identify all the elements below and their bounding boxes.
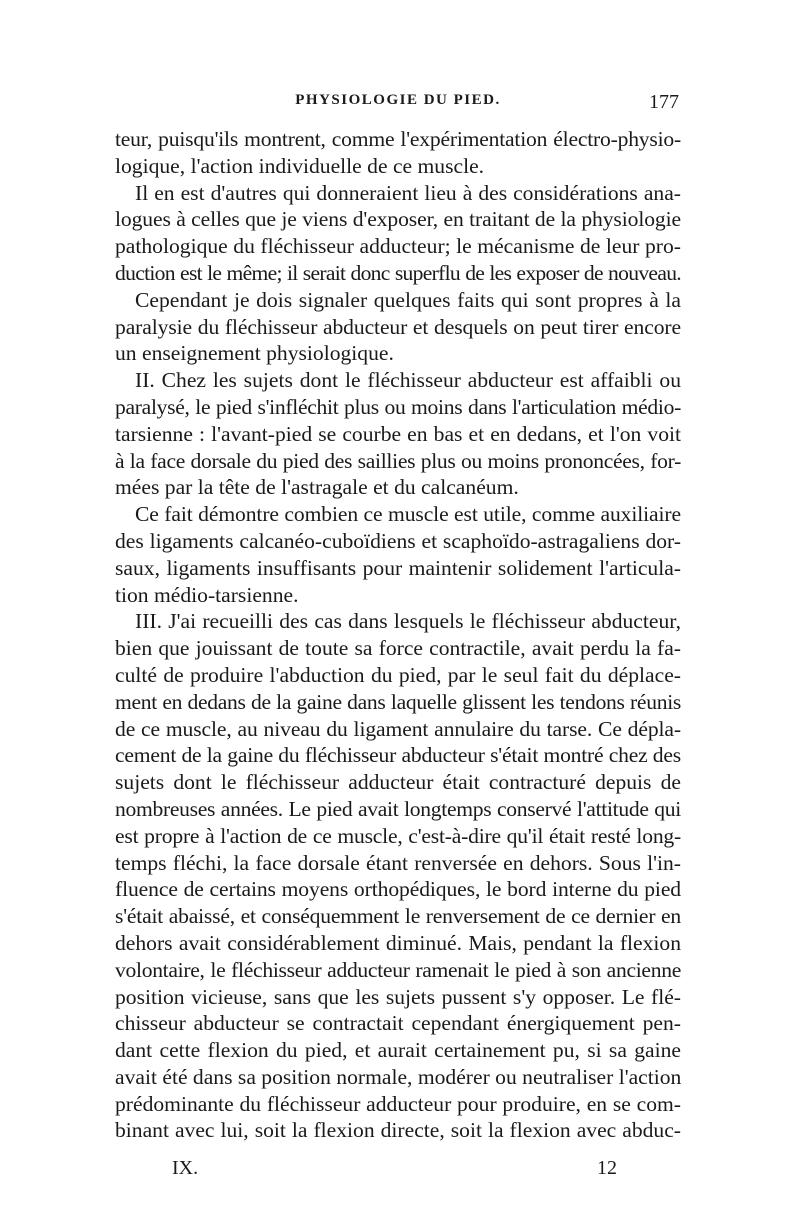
text-line: des ligaments calcanéo-cuboïdiens et scaphoïdo-astragaliens dor-	[115, 528, 681, 553]
text-line: II. Chez les sujets dont le fléchisseur abducteur est affaibli ou	[135, 368, 681, 393]
text-line: à la face dorsale du pied des saillies plus ou moins prononcées, for-	[115, 448, 681, 473]
body-text	[115, 126, 681, 1144]
sheet-number: 12	[597, 1157, 617, 1179]
text-line: volontaire, le fléchisseur adducteur ramenait le pied à son ancienne	[115, 957, 681, 982]
text-line: culté de produire l'abduction du pied, par le seul fait du déplace-	[115, 662, 681, 687]
text-line: duction est le même; il serait donc superflu de les exposer de nouveau.	[115, 260, 681, 285]
text-line: sujets dont le fléchisseur adducteur était contracturé depuis de	[115, 770, 681, 795]
text-line: III. J'ai recueilli des cas dans lesquels le fléchisseur abducteur,	[135, 609, 681, 634]
text-line: avait été dans sa position normale, modérer ou neutraliser l'action	[115, 1064, 682, 1089]
text-line: nombreuses années. Le pied avait longtemps conservé l'attitude qui	[115, 796, 681, 821]
text-line: pathologique du fléchisseur adducteur; le mécanisme de leur pro-	[115, 234, 681, 259]
text-line: un enseignement physiologique.	[115, 341, 394, 366]
text-line: saux, ligaments insuffisants pour maintenir solidement l'articula-	[115, 555, 681, 580]
text-line: ment en dedans de la gaine dans laquelle glissent les tendons réunis	[115, 689, 681, 714]
paragraph	[115, 287, 681, 367]
page-number: 177	[649, 91, 679, 113]
text-line: mées par la tête de l'astragale et du calcanéum.	[115, 475, 519, 500]
text-line: paralysie du fléchisseur abducteur et desquels on peut tirer encore	[115, 314, 681, 339]
text-line: cement de la gaine du fléchisseur abducteur s'était montré chez des	[115, 743, 681, 768]
text-line: chisseur abducteur se contractait cependant énergiquement pen-	[115, 1011, 681, 1036]
text-line: logues à celles que je viens d'exposer, en traitant de la physiologie	[115, 207, 681, 232]
text-line: logique, l'action individuelle de ce muscle.	[115, 153, 485, 178]
text-line: bien que jouissant de toute sa force contractile, avait perdu la fa-	[115, 636, 681, 661]
text-line: dant cette flexion du pied, et aurait certainement pu, si sa gaine	[115, 1038, 681, 1063]
text-line: position vicieuse, sans que les sujets pussent s'y opposer. Le flé-	[115, 984, 681, 1009]
text-line: Ce fait démontre combien ce muscle est utile, comme auxiliaire	[135, 502, 681, 527]
text-line: Cependant je dois signaler quelques faits qui sont propres à la	[135, 287, 681, 312]
text-line: de ce muscle, au niveau du ligament annulaire du tarse. Ce dépla-	[115, 716, 681, 741]
text-line: est propre à l'action de ce muscle, c'est-à-dire qu'il était resté long-	[115, 823, 681, 848]
text-line: s'était abaissé, et conséquemment le renversement de ce dernier en	[115, 904, 681, 929]
text-line: tarsienne : l'avant-pied se courbe en bas et en dedans, et l'on voit	[115, 421, 681, 446]
text-line: dehors avait considérablement diminué. Mais, pendant la flexion	[115, 930, 681, 955]
running-title: PHYSIOLOGIE DU PIED.	[295, 92, 501, 108]
running-head	[115, 92, 681, 118]
text-line: binant avec lui, soit la flexion directe, soit la flexion avec abduc-	[115, 1118, 681, 1143]
paragraph	[115, 126, 681, 180]
paragraph	[115, 180, 681, 287]
paragraph	[115, 367, 681, 501]
text-line: teur, puisqu'ils montrent, comme l'expérimentation électro-physio-	[115, 127, 681, 151]
text-line: prédominante du fléchisseur adducteur pour produire, en se com-	[115, 1091, 681, 1116]
text-line: fluence de certains moyens orthopédiques, le bord interne du pied	[115, 877, 681, 902]
paragraph	[115, 608, 681, 1144]
signature-mark: IX.	[172, 1157, 199, 1179]
text-line: temps fléchi, la face dorsale étant renversée en dehors. Sous l'in-	[115, 850, 681, 875]
text-line: tion médio-tarsienne.	[115, 582, 299, 607]
paragraph	[115, 501, 681, 608]
text-line: paralysé, le pied s'infléchit plus ou moins dans l'articulation médio-	[115, 394, 681, 419]
text-line: Il en est d'autres qui donneraient lieu à des considérations ana-	[135, 180, 681, 205]
